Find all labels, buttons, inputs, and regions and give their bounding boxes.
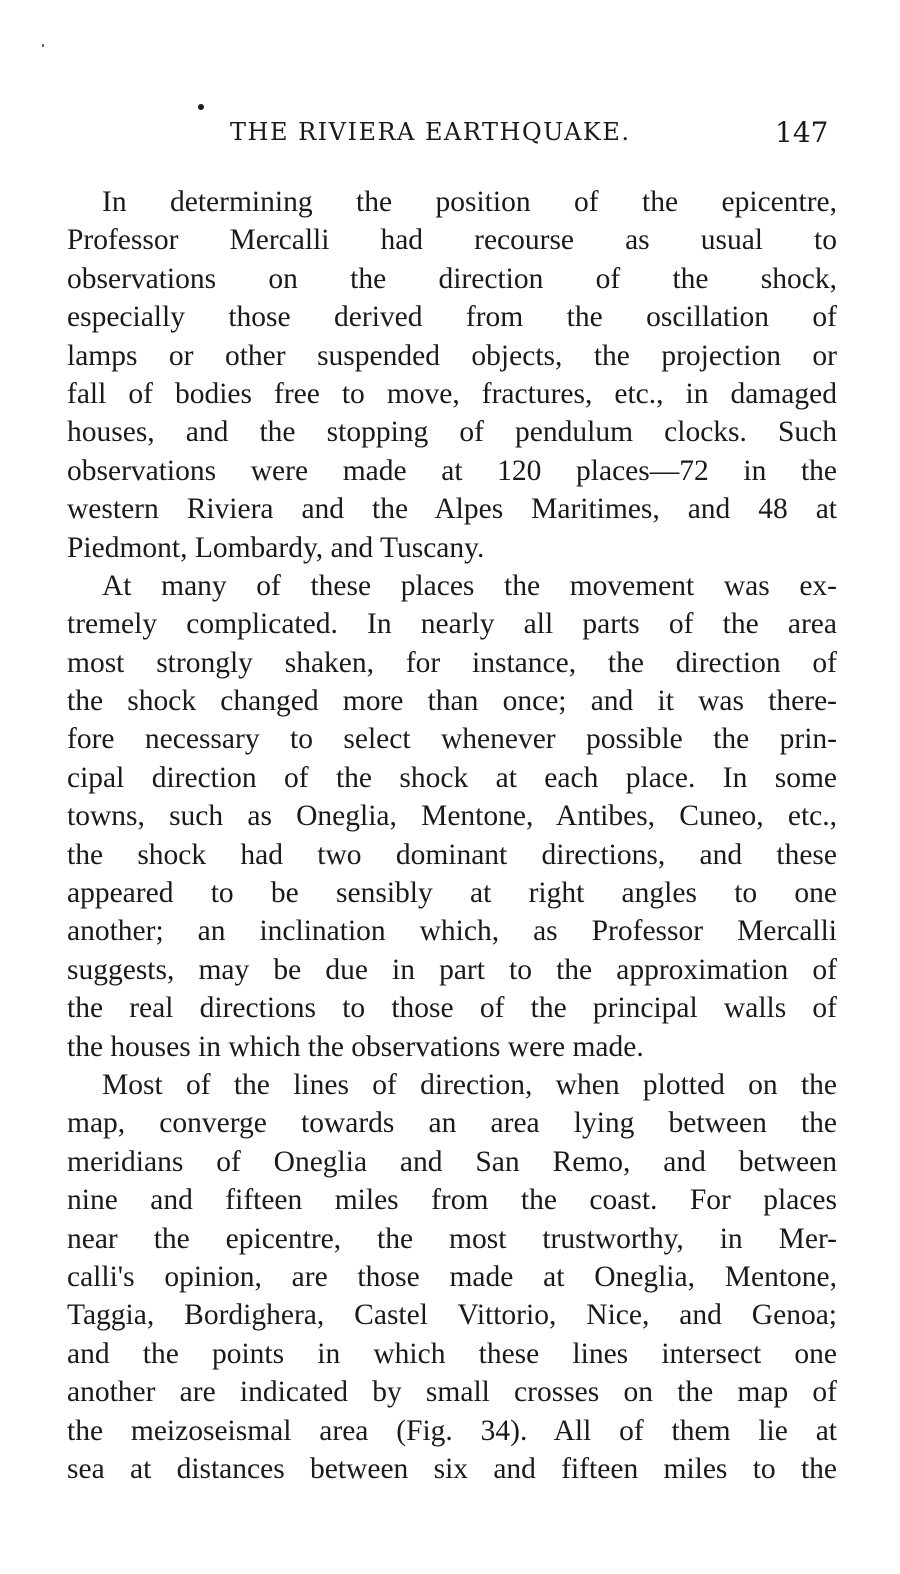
text-line: In determining the position of the epicentre,	[102, 186, 837, 218]
text-line: sea at distances between six and fifteen miles to the	[67, 1452, 837, 1485]
body-text	[67, 183, 837, 1488]
text-line: fore necessary to select whenever possible the prin-	[67, 723, 837, 756]
text-line: western Riviera and the Alpes Maritimes, and 48 at	[67, 493, 837, 526]
text-line: near the epicentre, the most trustworthy, in Mer-	[67, 1222, 837, 1255]
page-number: 147	[775, 116, 829, 149]
text-line: and the points in which these lines intersect one	[67, 1337, 837, 1370]
running-head-title: THE RIVIERA EARTHQUAKE.	[230, 118, 631, 146]
ink-dot	[198, 104, 204, 110]
text-line: meridians of Oneglia and San Remo, and between	[67, 1145, 837, 1178]
text-line: towns, such as Oneglia, Mentone, Antibes, Cuneo, etc.,	[67, 800, 837, 833]
text-line: Most of the lines of direction, when plotted on the	[102, 1068, 837, 1101]
text-line: appeared to be sensibly at right angles to one	[67, 877, 837, 910]
text-line: the meizoseismal area (Fig. 34). All of them lie at	[67, 1414, 837, 1447]
text-line: map, converge towards an area lying between the	[67, 1107, 837, 1140]
text-line: observations on the direction of the shock,	[67, 262, 837, 295]
text-line: especially those derived from the oscillation of	[67, 301, 837, 334]
text-line: calli's opinion, are those made at Oneglia, Mentone,	[67, 1260, 837, 1293]
text-line: cipal direction of the shock at each place. In some	[67, 761, 837, 794]
text-line: another are indicated by small crosses on the map of	[67, 1376, 837, 1409]
text-line: Taggia, Bordighera, Castel Vittorio, Nice, and Genoa;	[67, 1299, 837, 1332]
text-line: the houses in which the observations were made.	[67, 1030, 644, 1063]
text-line: Piedmont, Lombardy, and Tuscany.	[67, 531, 485, 564]
text-line: the shock changed more than once; and it was there-	[67, 685, 837, 718]
text-line: another; an inclination which, as Professor Mercalli	[67, 915, 837, 948]
text-line: At many of these places the movement was ex-	[102, 569, 837, 602]
text-line: observations were made at 120 places—72 in the	[67, 454, 837, 487]
text-line: Professor Mercalli had recourse as usual to	[67, 224, 837, 257]
text-line: fall of bodies free to move, fractures, etc., in damaged	[67, 377, 837, 410]
text-line: the real directions to those of the principal walls of	[67, 992, 837, 1025]
text-line: nine and fifteen miles from the coast. For places	[67, 1184, 837, 1217]
text-line: most strongly shaken, for instance, the direction of	[67, 646, 837, 679]
text-line: houses, and the stopping of pendulum clocks. Such	[67, 416, 837, 449]
text-line: suggests, may be due in part to the approximation of	[67, 953, 837, 986]
text-line: tremely complicated. In nearly all parts of the area	[67, 608, 837, 641]
text-line: lamps or other suspended objects, the projection or	[67, 339, 837, 372]
page-speck	[42, 44, 44, 47]
text-line: the shock had two dominant directions, and these	[67, 838, 837, 871]
